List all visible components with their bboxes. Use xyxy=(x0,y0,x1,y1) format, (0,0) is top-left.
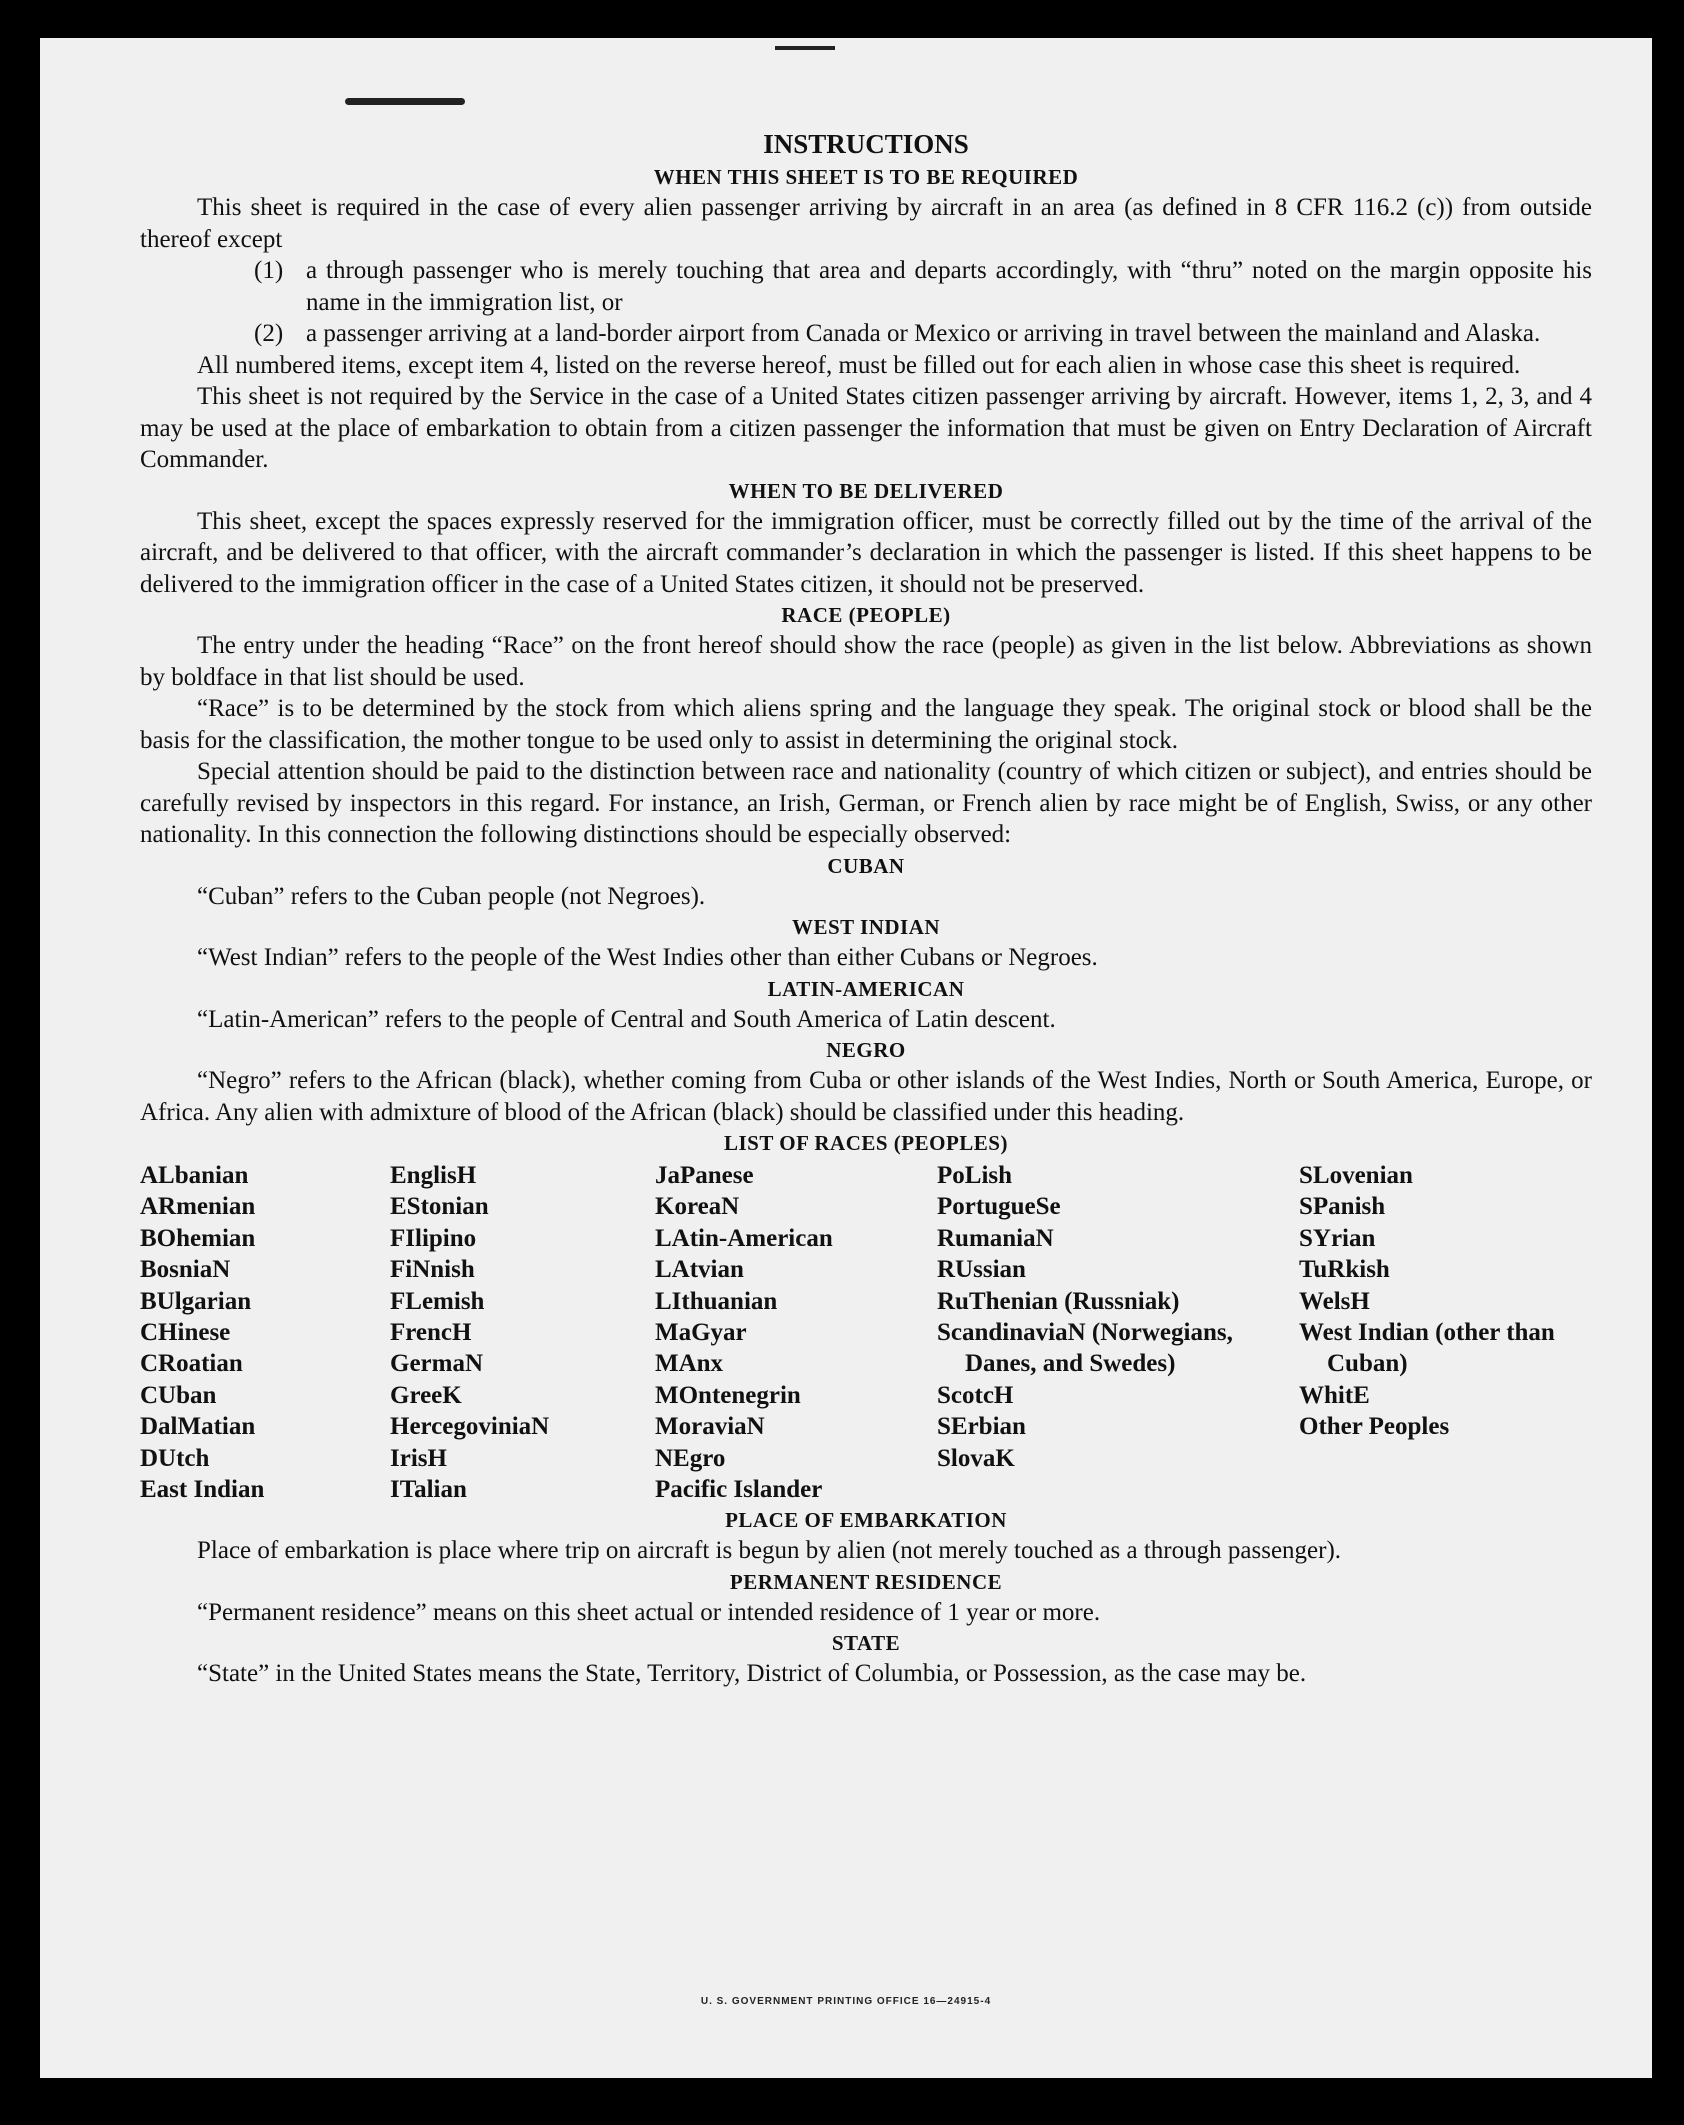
race-entry: EStonian xyxy=(390,1193,489,1221)
paragraph: This sheet is not required by the Service in the case of a United States citizen passenger arriving by aircraft. However, items 1, 2, 3, and 4 may be used at the place of embarkation to obtain from a citizen passenger the information that must be given on Entry Declaration of Aircraft Commander. xyxy=(140,383,1592,473)
race-entry: MoraviaN xyxy=(655,1413,765,1441)
race-entry: West Indian (other than Cuban) xyxy=(1299,1319,1555,1378)
race-entry: CRoatian xyxy=(140,1350,243,1378)
race-entry: GreeK xyxy=(390,1381,462,1409)
heading-state: STATE xyxy=(831,1631,901,1656)
printer-imprint: U. S. GOVERNMENT PRINTING OFFICE 16—24915-4 xyxy=(700,1996,992,2007)
item-text: a passenger arriving at a land-border airport from Canada or Mexico or arriving in travel between the mainland and Alaska. xyxy=(306,320,1541,347)
race-entry: ALbanian xyxy=(140,1162,249,1189)
document-page xyxy=(40,38,1652,2078)
race-entry: ScotcH xyxy=(937,1381,1014,1409)
race-entry: ARmenian xyxy=(140,1193,256,1221)
heading-cuban: CUBAN xyxy=(827,853,905,878)
race-entry: JaPanese xyxy=(655,1162,754,1189)
race-entry: MAnx xyxy=(655,1350,724,1378)
race-entry: FrencH xyxy=(390,1319,472,1347)
race-entry: SErbian xyxy=(937,1413,1026,1441)
heading-west-indian: WEST INDIAN xyxy=(791,915,941,939)
heading-when-delivered: WHEN TO BE DELIVERED xyxy=(728,478,1004,503)
page-title: INSTRUCTIONS xyxy=(763,129,969,159)
race-column xyxy=(655,1160,937,1505)
race-entry: SLovenian xyxy=(1299,1162,1413,1189)
race-column xyxy=(1299,1160,1589,1505)
race-entry: DalMatian xyxy=(140,1413,256,1441)
scan-mark xyxy=(345,98,465,105)
race-entry: WelsH xyxy=(1299,1287,1370,1315)
paragraph: “State” in the United States means the State, Territory, District of Columbia, or Possession, as the case may be. xyxy=(197,1660,1307,1688)
heading-race: RACE (PEOPLE) xyxy=(781,603,951,627)
race-column xyxy=(390,1160,655,1505)
race-entry: SPanish xyxy=(1299,1193,1386,1221)
race-entry: LAtin-American xyxy=(655,1224,833,1252)
race-entry: FIlipino xyxy=(390,1224,477,1252)
race-entry: MOntenegrin xyxy=(655,1381,801,1409)
paragraph: Special attention should be paid to the distinction between race and nationality (country of which citizen or subject), and entries should be carefully revised by inspectors in this regard. For instance, an Irish, German, or French alien by race might be of English, Swiss, or any other nationality. In this connection the following distinctions should be especially observed: xyxy=(140,758,1592,848)
paragraph: “Race” is to be determined by the stock from which aliens spring and the language they speak. The original stock or blood shall be the basis for the classification, the mother tongue to be used only to assist in determining the original stock. xyxy=(140,695,1592,754)
list-item xyxy=(140,255,1592,318)
scan-mark xyxy=(775,46,835,50)
race-list xyxy=(140,1160,1592,1505)
race-entry: CHinese xyxy=(140,1319,231,1347)
race-entry: FLemish xyxy=(390,1287,485,1315)
race-entry: NEgro xyxy=(655,1444,726,1472)
race-entry: RumaniaN xyxy=(937,1224,1054,1252)
race-entry: ITalian xyxy=(390,1476,467,1504)
race-column xyxy=(140,1160,390,1505)
heading-negro: NEGRO xyxy=(826,1038,906,1062)
race-entry: PortugueSe xyxy=(937,1193,1061,1221)
race-column xyxy=(937,1160,1299,1505)
race-entry: ScandinaviaN (Norwegians, Danes, and Swedes) xyxy=(937,1319,1233,1378)
paragraph: This sheet, except the spaces expressly reserved for the immigration officer, must be correctly filled out by the time of the arrival of the aircraft, and be delivered to that officer, with the aircraft commander’s declaration in which the passenger is listed. If this sheet happens to be delivered to the immigration officer in the case of a United States citizen, it should not be preserved. xyxy=(140,507,1592,598)
paragraph: This sheet is required in the case of every alien passenger arriving by aircraft in an area (as defined in 8 CFR 116.2 (c)) from outside thereof except xyxy=(140,194,1592,253)
race-entry: SlovaK xyxy=(937,1444,1015,1472)
race-entry: BosniaN xyxy=(140,1256,231,1284)
race-entry: RUssian xyxy=(937,1256,1026,1284)
race-entry: TuRkish xyxy=(1299,1256,1390,1284)
paragraph: Place of embarkation is place where trip on aircraft is begun by alien (not merely touched as a through passenger). xyxy=(197,1537,1342,1565)
item-number: (1) xyxy=(254,257,284,284)
heading-permanent-residence: PERMANENT RESIDENCE xyxy=(729,1569,1003,1594)
race-entry: MaGyar xyxy=(655,1319,747,1347)
race-entry: GermaN xyxy=(390,1350,484,1378)
race-entry: Other Peoples xyxy=(1299,1413,1450,1441)
race-entry: DUtch xyxy=(140,1444,210,1472)
paragraph: “Latin-American” refers to the people of Central and South America of Latin descent. xyxy=(197,1005,1056,1033)
heading-latin-american: LATIN-AMERICAN xyxy=(767,976,965,1001)
paragraph: “Permanent residence” means on this sheet actual or intended residence of 1 year or more. xyxy=(197,1598,1101,1626)
race-entry: LIthuanian xyxy=(655,1287,778,1315)
paragraph: All numbered items, except item 4, listed on the reverse hereof, must be filled out for each alien in whose case this sheet is required. xyxy=(197,351,1521,379)
heading-when-required: WHEN THIS SHEET IS TO BE REQUIRED xyxy=(653,165,1079,189)
heading-list-of-races: LIST OF RACES (PEOPLES) xyxy=(724,1131,1008,1155)
race-entry: BUlgarian xyxy=(140,1287,252,1315)
race-entry: SYrian xyxy=(1299,1224,1376,1252)
paragraph: The entry under the heading “Race” on the front hereof should show the race (people) as given in the list below. Abbreviations as shown by boldface in that list should be used. xyxy=(140,632,1592,691)
race-entry: WhitE xyxy=(1299,1381,1370,1409)
race-entry: Pacific Islander xyxy=(655,1476,823,1504)
race-entry: PoLish xyxy=(937,1162,1013,1189)
race-entry: RuThenian (Russniak) xyxy=(937,1287,1180,1315)
race-entry: FiNnish xyxy=(390,1256,475,1284)
heading-embarkation: PLACE OF EMBARKATION xyxy=(725,1508,1007,1533)
race-entry: East Indian xyxy=(140,1476,265,1504)
race-entry: LAtvian xyxy=(655,1256,744,1284)
race-entry: BOhemian xyxy=(140,1224,256,1252)
paragraph: “West Indian” refers to the people of the West Indies other than either Cubans or Negroes. xyxy=(197,944,1098,971)
instructions-body xyxy=(140,126,1592,1690)
race-entry: IrisH xyxy=(390,1444,447,1472)
paragraph: “Negro” refers to the African (black), whether coming from Cuba or other islands of the West Indies, North or South America, Europe, or Africa. Any alien with admixture of blood of the African (black) should be classified under this heading. xyxy=(140,1067,1592,1126)
race-entry: CUban xyxy=(140,1381,217,1409)
race-entry: EnglisH xyxy=(390,1162,477,1189)
race-entry: HercegoviniaN xyxy=(390,1413,550,1441)
list-item xyxy=(140,318,1592,350)
item-text: a through passenger who is merely touching that area and departs accordingly, with “thru” noted on the margin opposite his name in the immigration list, or xyxy=(306,257,1592,316)
paragraph: “Cuban” refers to the Cuban people (not Negroes). xyxy=(197,882,706,910)
race-entry: KoreaN xyxy=(655,1193,740,1221)
item-number: (2) xyxy=(254,320,284,347)
